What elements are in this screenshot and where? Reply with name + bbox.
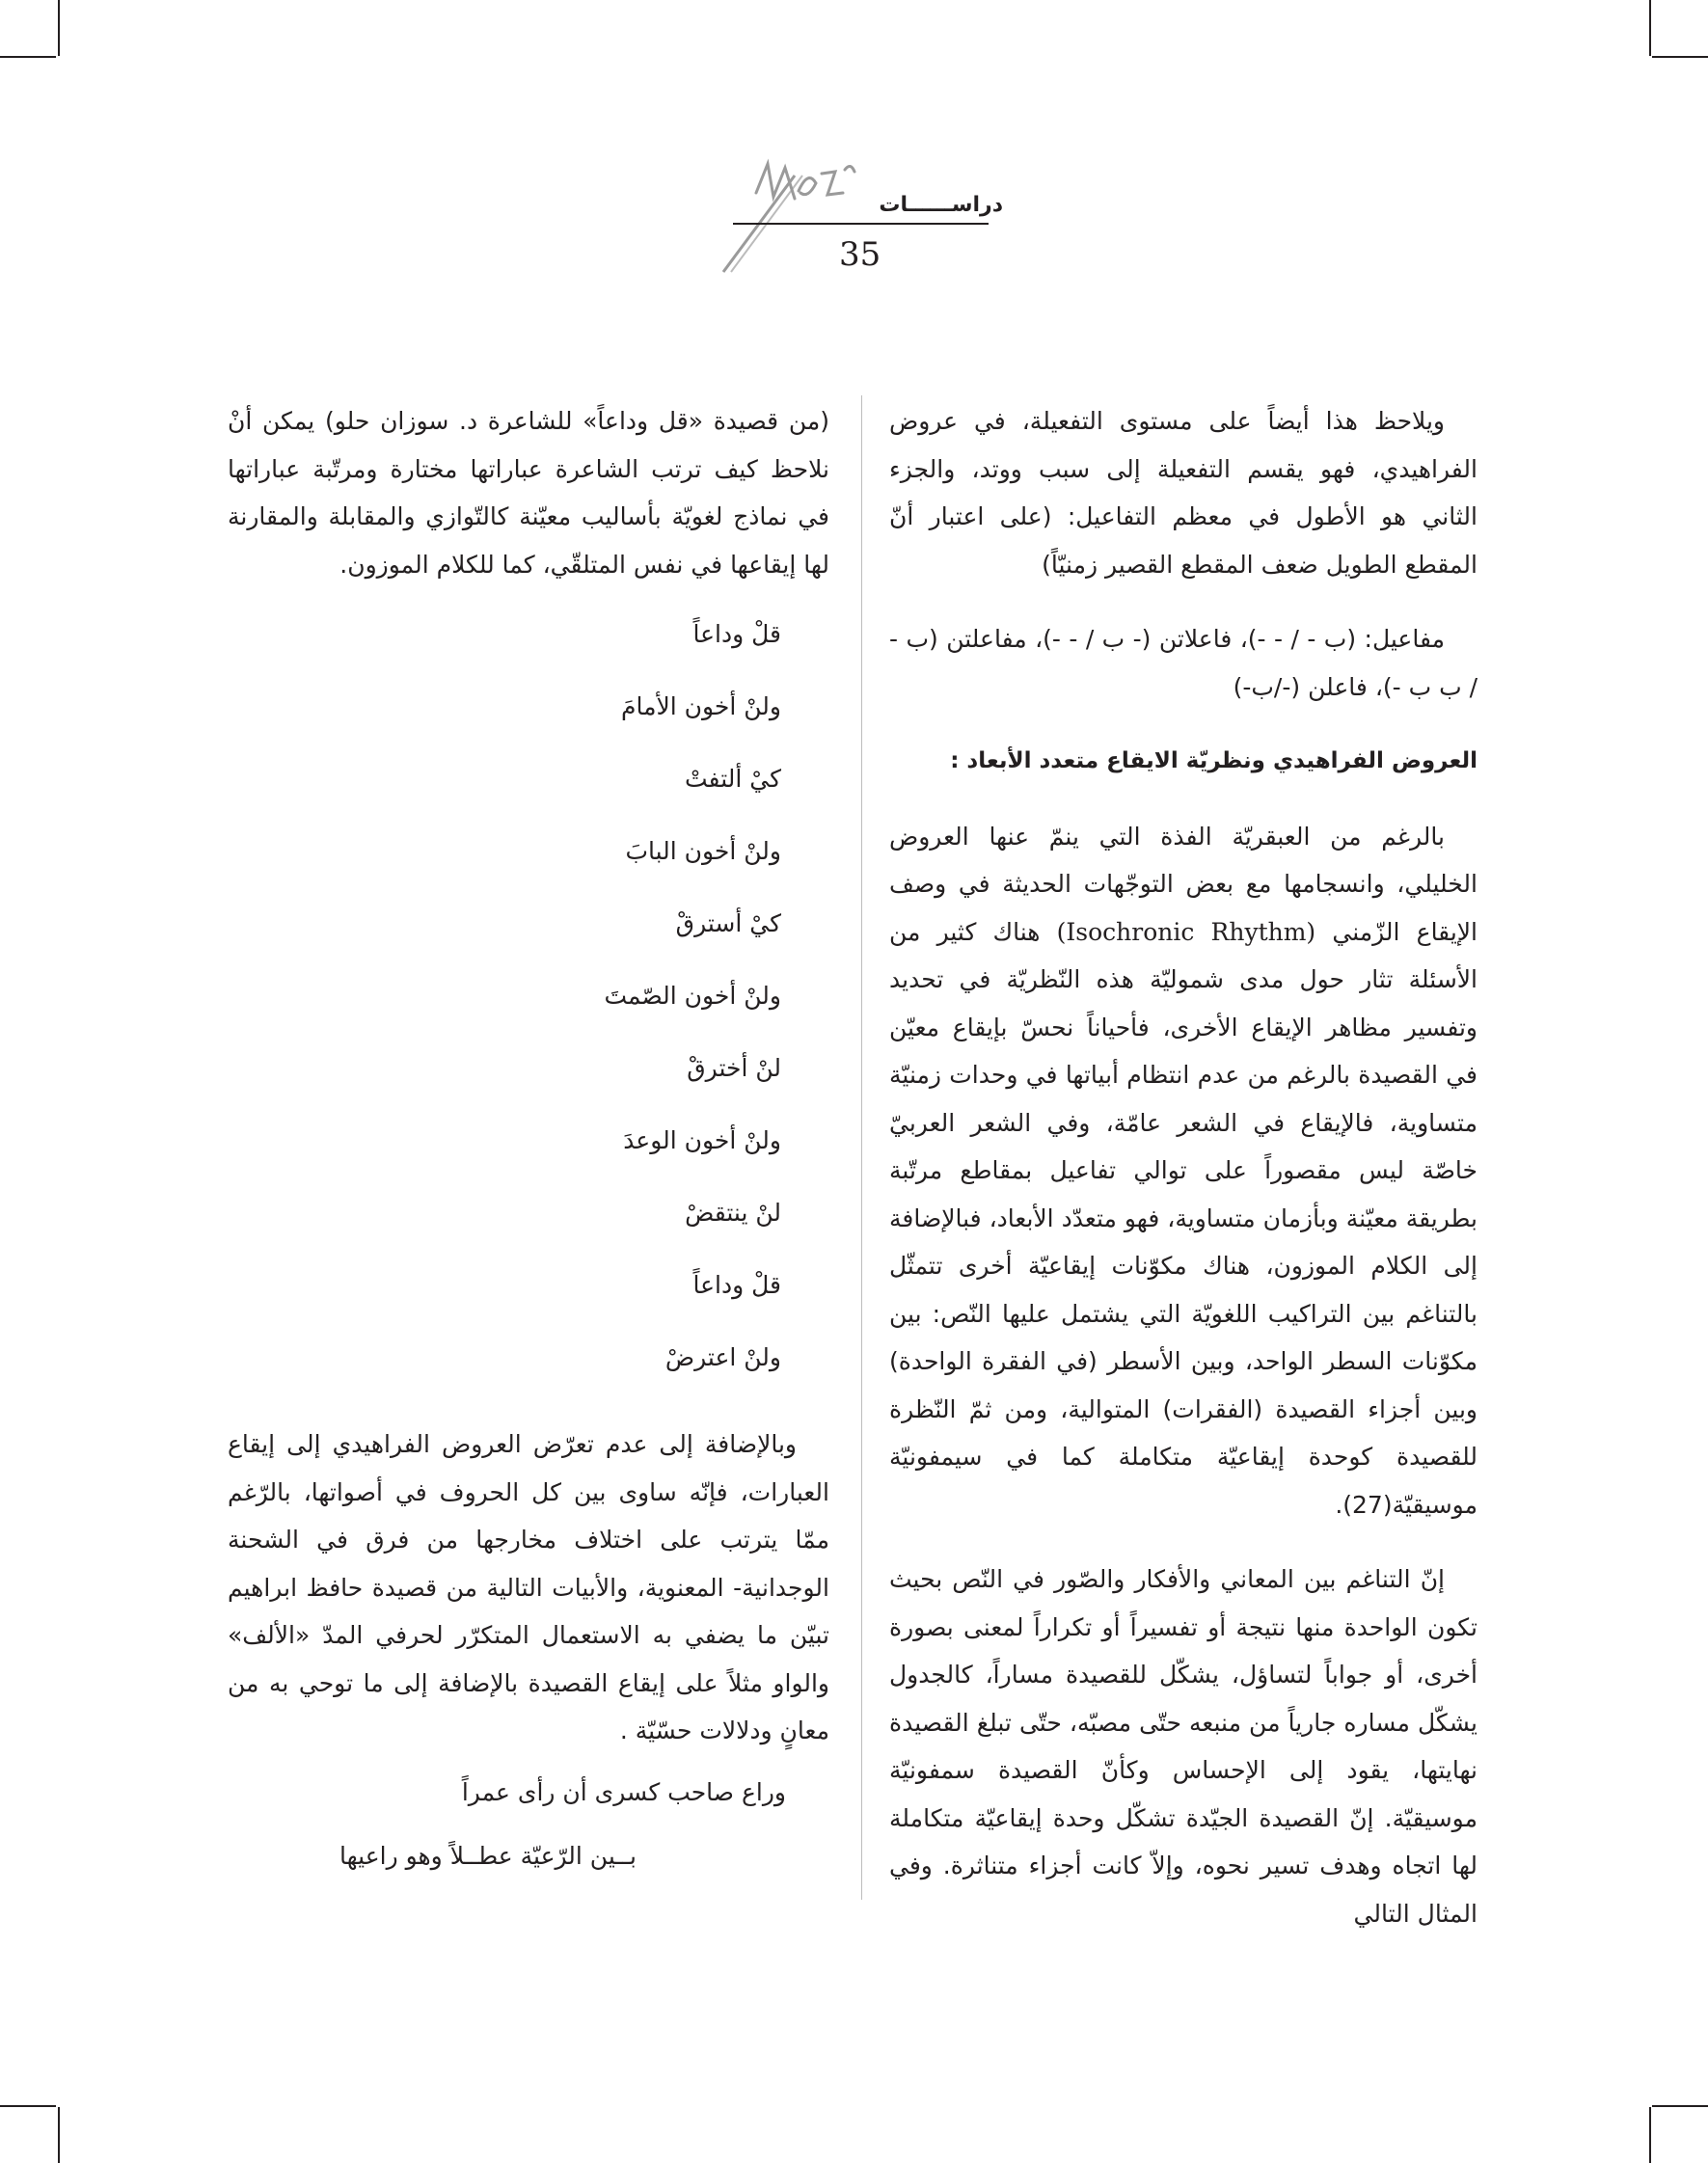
verse-line: بــين الرّعيّة عطــلاً وهو راعيها bbox=[339, 1841, 637, 1870]
poem-line: كيْ أسترقْ bbox=[675, 909, 781, 937]
crop-mark bbox=[58, 0, 60, 56]
poem-line: ولنْ اعترضْ bbox=[664, 1343, 781, 1371]
running-header bbox=[714, 135, 1003, 280]
paragraph: وبالإضافة إلى عدم تعرّض العروض الفراهيدي إلى إيقاع العبارات، فإنّه ساوى بين كل الحروف في أصواتها، بالرّغم ممّا يترتب على اختلاف مخارجها من فرق في الشحنة الوجدانية- المعنوية، والأبيات التالية من قصيدة حافظ ابراهيم تبيّن ما يضفي به الاستعمال المتكرّر لحرفي المدّ «الألف» والواو مثلاً على إيقاع القصيدة بالإضافة إلى ما توحي به من معانٍ ودلالات حسّيّة . bbox=[228, 1430, 829, 1744]
page-number: 35 bbox=[839, 235, 881, 274]
paragraph-part: هناك كثير من الأسئلة تثار حول مدى شموليّة هذه النّظريّة في تحديد وتفسير مظاهر الإيقاع الأخرى، فأحياناً نحسّ بإيقاع معيّن في القصيدة بالرغم من عدم انتظام أبياتها في وحدات زمنيّة متساوية، فالإيقاع في الشعر عامّة، وفي الشعر العربيّ خاصّة ليس مقصوراً على توالي تفاعيل بمقاطع مرتّبة بطريقة معيّنة وبأزمان متساوية، فهو متعدّد الأبعاد، فبالإضافة إلى الكلام الموزون، هناك مكوّنات إيقاعيّة أخرى تتمثّل بالتناغم بين التراكيب اللغويّة التي يشتمل عليها النّص: بين مكوّنات السطر الواحد، وبين الأسطر (في الفقرة الواحدة) وبين أجزاء القصيدة (الفقرات) المتوالية، ومن ثمّ النّظرة للقصيدة كوحدة إيقاعيّة متكاملة كما في سيمفونيّة موسيقيّة(27). bbox=[889, 917, 1478, 1519]
crop-mark bbox=[1652, 56, 1708, 58]
crop-mark bbox=[0, 2105, 56, 2107]
column-divider bbox=[861, 395, 862, 1900]
poem-line: ولنْ أخون الصّمتَ bbox=[604, 982, 781, 1010]
poem-line: ولنْ أخون الأمامَ bbox=[621, 692, 781, 720]
section-heading: العروض الفراهيدي ونظريّة الايقاع متعدد الأبعاد : bbox=[950, 748, 1478, 773]
section-label: دراســــــات bbox=[879, 193, 1003, 217]
poem bbox=[228, 598, 829, 1393]
poem-line: لنْ أخترقْ bbox=[687, 1054, 781, 1082]
paragraph: (من قصيدة «قل وداعاً» للشاعرة د. سوزان حلو) يمكن أنْ نلاحظ كيف ترتب الشاعرة عباراتها مختارة ومرتّبة عباراتها في نماذج لغويّة بأساليب معيّنة كالتّوازي والمقابلة والمقارنة لها إيقاعها في نفس المتلقّي، كما للكلام الموزون. bbox=[228, 407, 829, 579]
verse-line: وراع صاحب كسرى أن رأى عمراً bbox=[461, 1777, 786, 1806]
right-column bbox=[889, 397, 1478, 1937]
crop-mark bbox=[1649, 0, 1651, 56]
paragraph bbox=[889, 813, 1478, 1529]
crop-mark bbox=[1652, 2105, 1708, 2107]
poem-line: ولنْ أخون الوعدَ bbox=[623, 1126, 781, 1154]
paragraph: إنّ التناغم بين المعاني والأفكار والصّور في النّص بحيث تكون الواحدة منها نتيجة أو تفسيراً أو تكراراً لمعنى بصورة أخرى، أو جواباً لتساؤل، يشكّل للقصيدة مساراً، كالجدول يشكّل مساره جارياً من منبعه حتّى مصبّه، حتّى تبلغ القصيدة نهايتها، يقود إلى الإحساس وكأنّ القصيدة سمفونيّة موسيقيّة. إنّ القصيدة الجيّدة تشكّل وحدة إيقاعيّة متكاملة لها اتجاه وهدف تسير نحوه، وإلاّ كانت أجزاء متناثرة. وفي المثال التالي bbox=[889, 1565, 1478, 1928]
paragraph: ويلاحظ هذا أيضاً على مستوى التفعيلة، في عروض الفراهيدي، فهو يقسم التفعيلة إلى سبب ووتد، والجزء الثاني هو الأطول في معظم التفاعيل: (على اعتبار أنّ المقطع الطويل ضعف المقطع القصير زمنيّاً) bbox=[889, 407, 1478, 579]
crop-mark bbox=[58, 2107, 60, 2163]
poem-line: ولنْ أخون البابَ bbox=[625, 837, 781, 865]
crop-mark bbox=[0, 56, 56, 58]
poem-line: كيْ ألتفتْ bbox=[685, 765, 781, 793]
meter-feet: مفاعيل: (ب - / - -)، فاعلاتن (- ب / - -)، مفاعلتن (ب - / ب ب -)، فاعلن (-/ب-) bbox=[889, 625, 1478, 701]
poem-line: لنْ ينتقضْ bbox=[685, 1199, 781, 1227]
left-column bbox=[228, 397, 829, 1888]
paragraph-part: بالرغم من العبقريّة الفذة التي ينمّ عنها العروض الخليلي، وانسجامها مع بعض التوجّهات الحديثة في وصف الإيقاع الزّمني bbox=[889, 822, 1478, 946]
english-term: (Isochronic Rhythm) bbox=[1056, 917, 1316, 946]
crop-mark bbox=[1649, 2107, 1651, 2163]
poem-line: قلْ وداعاً bbox=[692, 1271, 781, 1299]
poem-line: قلْ وداعاً bbox=[692, 620, 781, 648]
